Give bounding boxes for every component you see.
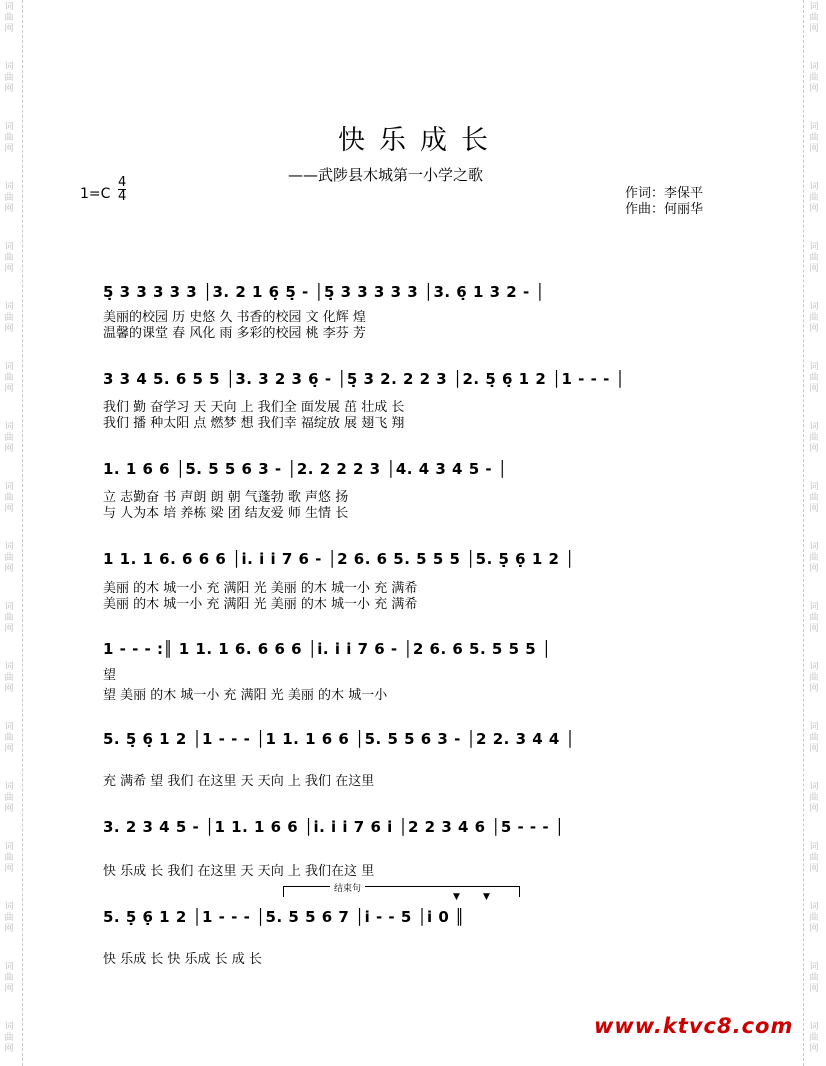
watermark-text: 词 曲 网 [809, 542, 819, 574]
watermark-text: 词 曲 网 [809, 662, 819, 694]
fermata-icon: ▼ [453, 892, 460, 902]
watermark-text: 词 曲 网 [809, 962, 819, 994]
watermark-text: 词 曲 网 [4, 2, 14, 34]
watermark-text: 词 曲 网 [4, 482, 14, 514]
lyric-line: 立 志勤奋 书 声朗 朗 朝 气蓬勃 歌 声悠 扬 [103, 490, 349, 505]
watermark-text: 词 曲 网 [809, 122, 819, 154]
lyric-line: 美丽的校园 历 史悠 久 书香的校园 文 化辉 煌 [103, 310, 366, 325]
left-border-line [22, 0, 23, 1066]
watermark-text: 词 曲 网 [809, 2, 819, 34]
lyric-line: 与 人为本 培 养栋 梁 团 结友爱 师 生情 长 [103, 506, 349, 521]
watermark-text: 词 曲 网 [809, 482, 819, 514]
watermark-text: 词 曲 网 [4, 362, 14, 394]
watermark-text: 词 曲 网 [4, 62, 14, 94]
notation-line: 1. 1 6 6 │5. 5 5 6 3 - │2. 2 2 2 3 │4. 4 3 4 5 - │ [103, 460, 508, 478]
lyric-line: 快 乐成 长 快 乐成 长 成 长 [103, 952, 262, 967]
watermark-text: 词 曲 网 [809, 362, 819, 394]
lyric-line: 美丽 的木 城一小 充 满阳 光 美丽 的木 城一小 充 满希 [103, 581, 418, 596]
composer: 作曲：何丽华 [625, 202, 704, 217]
watermark-text: 词 曲 网 [809, 782, 819, 814]
lyric-line: 美丽 的木 城一小 充 满阳 光 美丽 的木 城一小 充 满希 [103, 597, 418, 612]
lyricist: 作词：李保平 [625, 186, 704, 201]
watermark-text: 词 曲 网 [809, 182, 819, 214]
notation-line: 1 - - - :║ 1 1. 1 6. 6 6 6 │i. i i 7 6 - │2 6. 6 5. 5 5 5 │ [103, 640, 552, 658]
watermark-text: 词 曲 网 [809, 62, 819, 94]
ending-label: 结束句 [330, 881, 365, 894]
watermark-text: 词 曲 网 [4, 782, 14, 814]
watermark-text: 词 曲 网 [809, 422, 819, 454]
watermark-text: 词 曲 网 [4, 602, 14, 634]
watermark-text: 词 曲 网 [4, 122, 14, 154]
watermark-text: 词 曲 网 [4, 962, 14, 994]
site-watermark: www.ktvc8.com [594, 1014, 794, 1038]
fermata-icon: ▼ [483, 892, 490, 902]
watermark-text: 词 曲 网 [4, 722, 14, 754]
lyric-line: 望 [103, 668, 117, 683]
watermark-text: 词 曲 网 [4, 662, 14, 694]
watermark-text: 词 曲 网 [4, 902, 14, 934]
right-border-line [803, 0, 804, 1066]
watermark-text: 词 曲 网 [809, 602, 819, 634]
notation-line: 5̣ 3 3 3 3 3 │3. 2 1 6̣ 5̣ - │5̣ 3 3 3 3 3 │3. 6̣ 1 3 2 - │ [103, 283, 545, 301]
watermark-text: 词 曲 网 [4, 842, 14, 874]
song-title: 快乐成长 [338, 125, 502, 156]
watermark-text: 词 曲 网 [4, 302, 14, 334]
lyric-line: 快 乐成 长 我们 在这里 天 天向 上 我们在这 里 [103, 864, 375, 879]
watermark-text: 词 曲 网 [809, 722, 819, 754]
song-subtitle: ——武陟县木城第一小学之歌 [288, 166, 484, 184]
time-bottom: 4 [118, 189, 127, 204]
watermark-text: 词 曲 网 [4, 1022, 14, 1054]
lyric-line: 望 美丽 的木 城一小 充 满阳 光 美丽 的木 城一小 [103, 688, 388, 703]
watermark-text: 词 曲 网 [4, 242, 14, 274]
watermark-text: 词 曲 网 [4, 422, 14, 454]
lyric-line: 充 满希 望 我们 在这里 天 天向 上 我们 在这里 [103, 774, 375, 789]
lyric-line: 我们 播 种太阳 点 燃梦 想 我们幸 福绽放 展 翅飞 翔 [103, 416, 405, 431]
watermark-text: 词 曲 网 [809, 242, 819, 274]
notation-line: 5. 5̣ 6̣ 1 2 │1 - - - │1 1. 1 6 6 │5. 5 5 6 3 - │2 2. 3 4 4 │ [103, 730, 576, 748]
lyric-line: 我们 勤 奋学习 天 天向 上 我们全 面发展 茁 壮成 长 [103, 400, 405, 415]
watermark-text: 词 曲 网 [809, 902, 819, 934]
time-top: 4 [118, 175, 127, 190]
watermark-text: 词 曲 网 [809, 1022, 819, 1054]
notation-line: 3. 2 3 4 5 - │1 1. 1 6 6 │i. i i 7 6 i │2 2 3 4 6 │5 - - - │ [103, 818, 565, 836]
watermark-text: 词 曲 网 [809, 302, 819, 334]
watermark-text: 词 曲 网 [4, 542, 14, 574]
key-signature: 1=C [80, 186, 111, 202]
watermark-text: 词 曲 网 [809, 842, 819, 874]
notation-line: 3 3 4 5. 6 5 5 │3. 3 2 3 6̣ - │5̣ 3 2. 2 2 3 │2. 5̣ 6̣ 1 2 │1 - - - │ [103, 370, 626, 388]
notation-line: 5. 5̣ 6̣ 1 2 │1 - - - │5. 5 5 6 7 │i - - 5 │i 0 ║ [103, 908, 465, 926]
lyric-line: 温馨的课堂 春 风化 雨 多彩的校园 桃 李芬 芳 [103, 326, 366, 341]
notation-line: 1 1. 1 6. 6 6 6 │i. i i 7 6 - │2 6. 6 5. 5 5 5 │5. 5̣ 6̣ 1 2 │ [103, 550, 575, 568]
time-signature [118, 176, 126, 203]
watermark-text: 词 曲 网 [4, 182, 14, 214]
